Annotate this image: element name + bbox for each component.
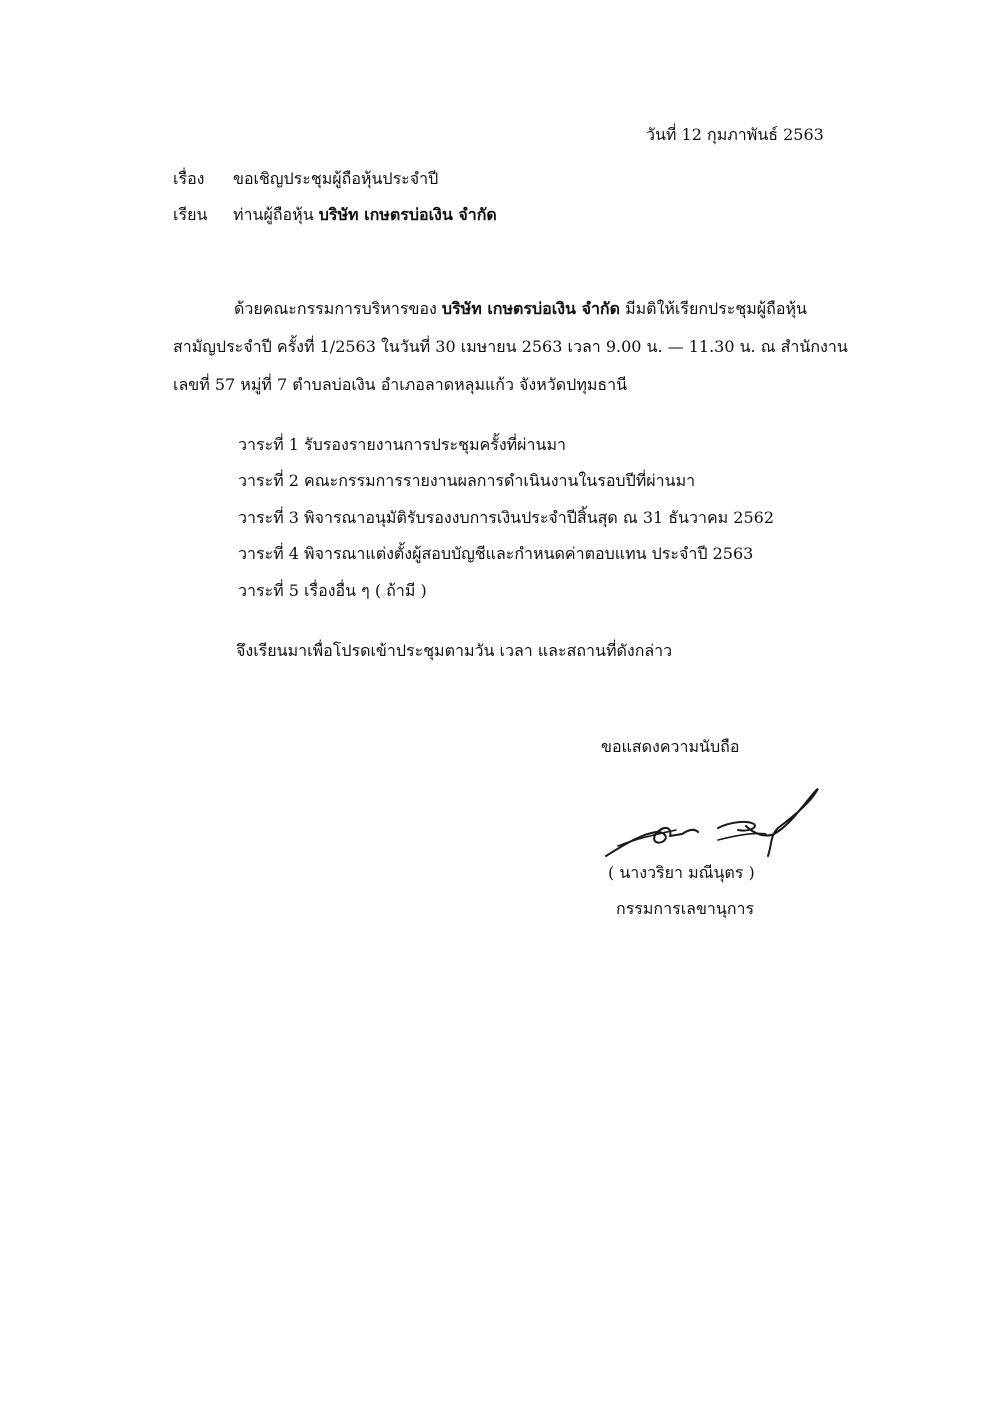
subject-label: เรื่อง xyxy=(173,169,205,188)
recipient-company: บริษัท เกษตรบ่อเงิน จำกัด xyxy=(318,205,497,224)
body-line-1-suffix: มีมติให้เรียกประชุมผู้ถือหุ้น xyxy=(620,299,807,318)
closing-text: จึงเรียนมาเพื่อโปรดเข้าประชุมตามวัน เวลา และสถานที่ดังกล่าว xyxy=(236,641,673,660)
body-line-2: สามัญประจำปี ครั้งที่ 1/2563 ในวันที่ 30 เมษายน 2563 เวลา 9.00 น. — 11.30 น. ณ สำนักงาน xyxy=(173,337,848,356)
agenda-item-1: วาระที่ 1 รับรองรายงานการประชุมครั้งที่ผ่านมา xyxy=(238,435,567,454)
agenda-item-3: วาระที่ 3 พิจารณาอนุมัติรับรองงบการเงินประจำปีสิ้นสุด ณ 31 ธันวาคม 2562 xyxy=(238,508,774,527)
body-line-1-prefix: ด้วยคณะกรรมการบริหารของ xyxy=(234,299,442,318)
regards-text: ขอแสดงความนับถือ xyxy=(601,737,740,756)
recipient-prefix: ท่านผู้ถือหุ้น xyxy=(233,205,319,224)
agenda-item-2: วาระที่ 2 คณะกรรมการรายงานผลการดำเนินงานในรอบปีที่ผ่านมา xyxy=(238,471,696,490)
agenda-item-4: วาระที่ 4 พิจารณาแต่งตั้งผู้สอบบัญชีและกำหนดค่าตอบแทน ประจำปี 2563 xyxy=(238,544,754,563)
body-line-3: เลขที่ 57 หมู่ที่ 7 ตำบลบ่อเงิน อำเภอลาดหลุมแก้ว จังหวัดปทุมธานี xyxy=(173,375,628,394)
body-company-name: บริษัท เกษตรบ่อเงิน จำกัด xyxy=(441,299,620,318)
letter-date: วันที่ 12 กุมภาพันธ์ 2563 xyxy=(646,125,824,144)
signature-image xyxy=(598,782,823,864)
recipient-label: เรียน xyxy=(173,205,208,224)
agenda-item-5: วาระที่ 5 เรื่องอื่น ๆ ( ถ้ามี ) xyxy=(238,581,427,600)
subject-text: ขอเชิญประชุมผู้ถือหุ้นประจำปี xyxy=(233,169,439,188)
body-line-1 xyxy=(234,298,807,320)
signer-title: กรรมการเลขานุการ xyxy=(616,899,755,918)
recipient-text xyxy=(233,204,497,226)
signer-name: ( นางวริยา มณีนุตร ) xyxy=(608,863,755,882)
